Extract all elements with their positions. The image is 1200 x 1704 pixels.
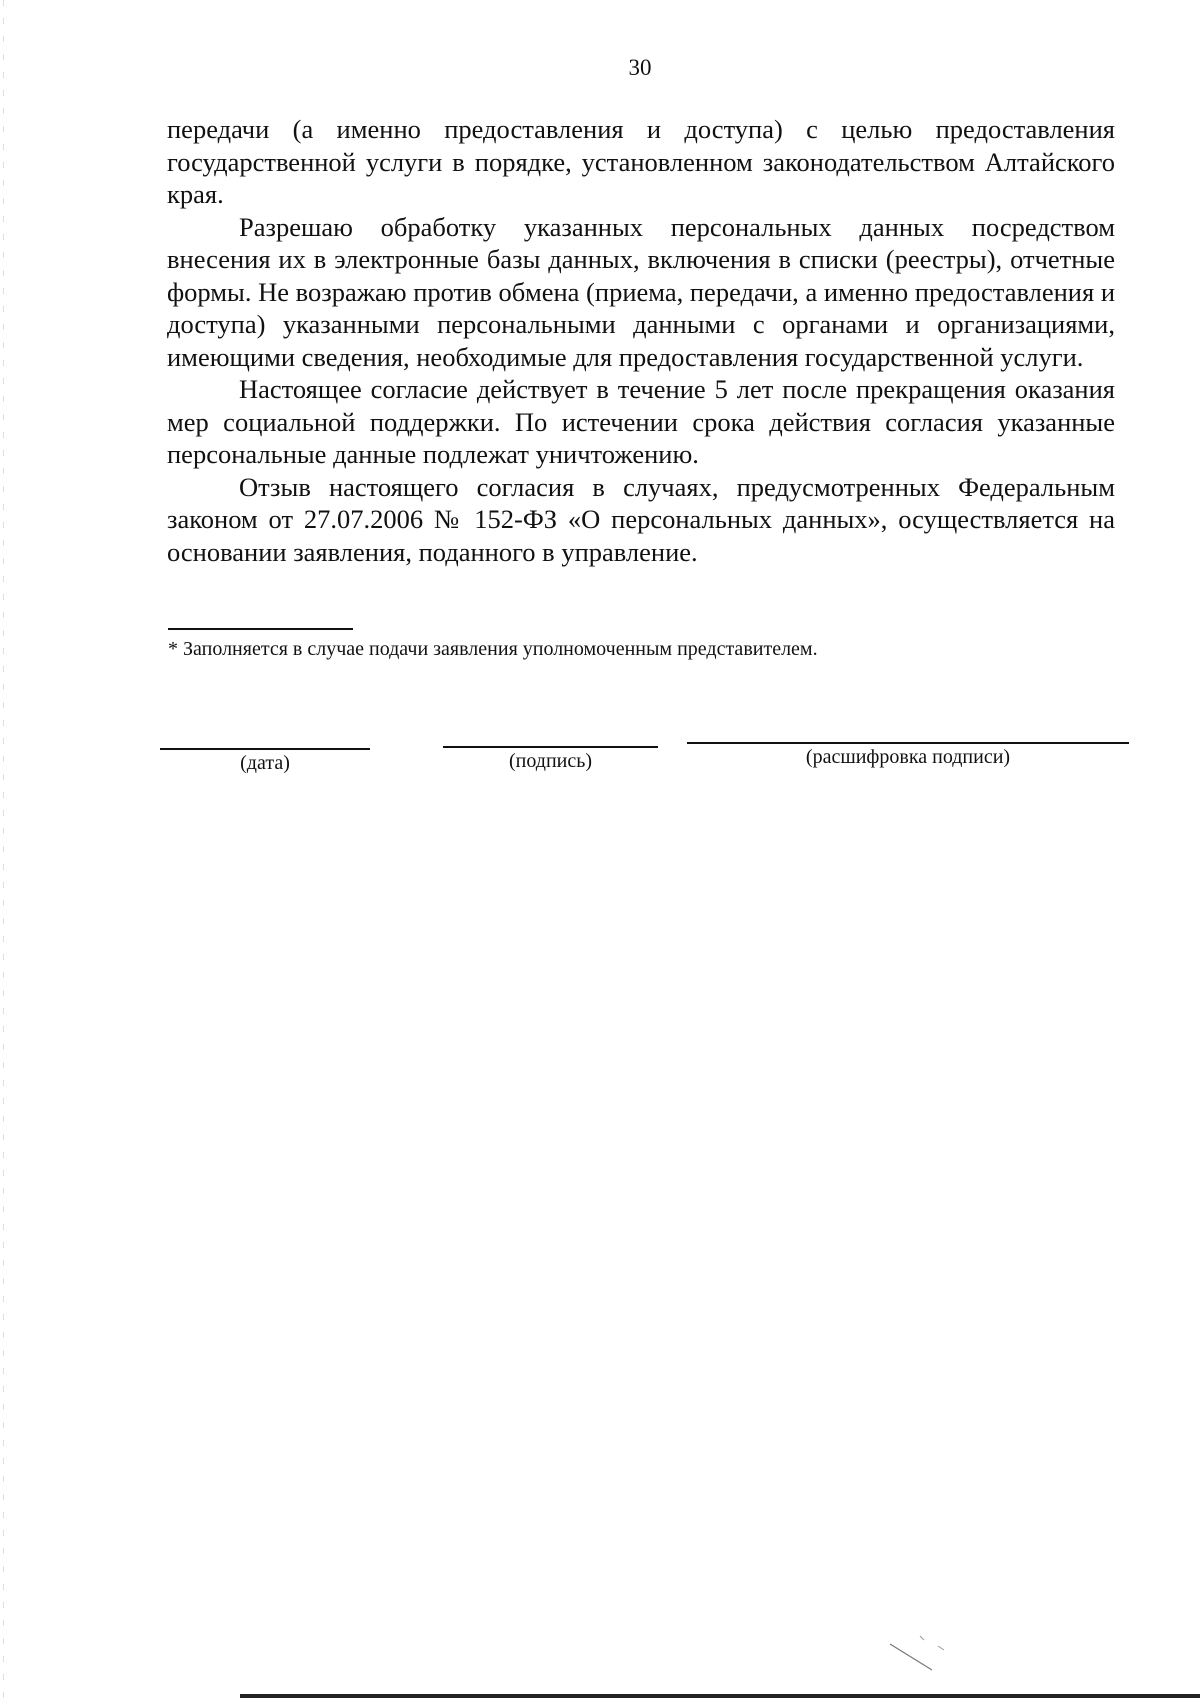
signature-line <box>443 746 658 748</box>
paragraph-consent-revocation: Отзыв настоящего согласия в случаях, предусмотренных Федеральным законом от 27.07.2006 № 152-ФЗ «О персональных данных», осуществляется на основании заявления, поданного в управление. <box>167 471 1115 567</box>
date-signature-line <box>160 748 370 750</box>
signature-caption: (подпись) <box>508 750 593 772</box>
paragraph-processing-permission: Разрешаю обработку указанных персональных данных посредством внесения их в электронные базы данных, включения в списки (реестры), отчетные формы. Не возражаю против обмена (приема, передачи, а именно предоставления и доступа) указанными персональными данными с органами и организациями, имеющими сведения, необходимые для предоставления государственной услуги. <box>167 211 1115 372</box>
signature-decoding-line <box>687 742 1129 744</box>
scan-edge-bottom <box>240 1694 1200 1698</box>
footnote-divider <box>168 628 353 630</box>
paragraph-continuation: передачи (а именно предоставления и доступа) с целью предоставления государственной услуги в порядке, установленном законодательством Алтайского края. <box>167 114 1115 209</box>
footnote: * Заполняется в случае подачи заявления уполномоченным представителем. <box>168 638 818 660</box>
scan-edge-left <box>3 0 4 1704</box>
scan-artifact-mark <box>880 1630 970 1680</box>
paragraph-consent-duration: Настоящее согласие действует в течение 5 лет после прекращения оказания мер социальной поддержки. По истечении срока действия согласия указанные персональные данные подлежат уничтожению. <box>167 374 1115 469</box>
consent-body <box>167 113 1115 568</box>
date-caption: (дата) <box>240 752 290 774</box>
page-number: 30 <box>628 55 652 80</box>
signature-decoding-caption: (расшифровка подписи) <box>805 746 1011 768</box>
